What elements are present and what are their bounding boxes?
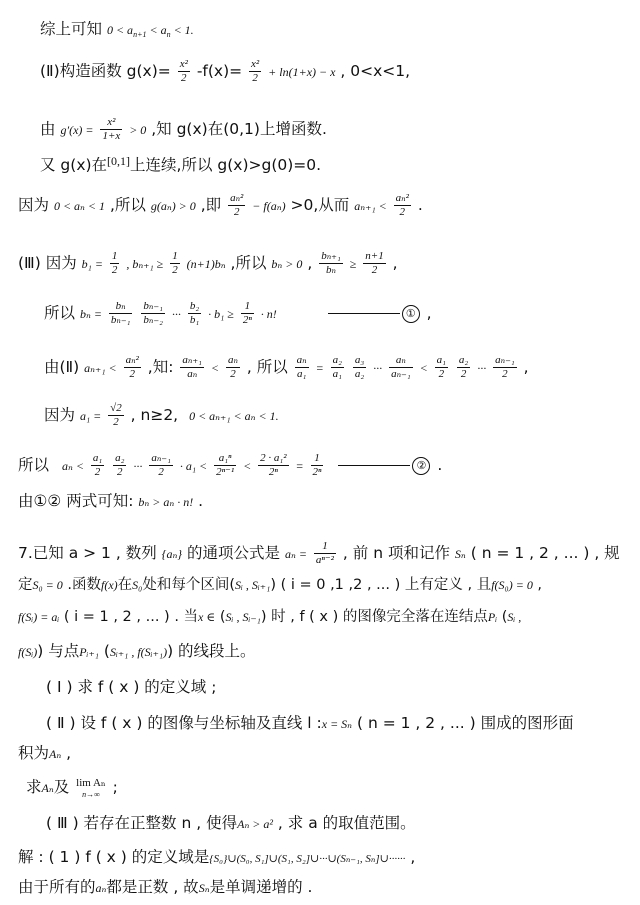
fraction: $\frac{\text{bₙ₋₁}}{\text{bₙ₋₂}}$ <box>143 300 163 326</box>
question-part2-cont <box>18 742 71 765</box>
fraction: $\frac{1}{2}$ <box>172 250 178 276</box>
fraction: $\frac{\text{a₁}}{2}$ <box>436 354 446 380</box>
math: ··· <box>373 361 383 375</box>
math: (n+1)bₙ <box>186 257 226 271</box>
math: bₙ > 0 <box>271 257 303 271</box>
text: 由于所有的 <box>18 878 96 896</box>
math: S₀ <box>132 578 143 592</box>
line-therefore-an <box>18 452 442 479</box>
fraction: $\frac{\text{a₁}}{2}$ <box>92 452 103 478</box>
math: Sₙ <box>198 881 210 895</box>
text: (Ⅱ)构造函数 g(x)= <box>40 62 171 80</box>
line-combined <box>18 490 203 513</box>
fraction: $\frac{1}{\text{2ⁿ}}$ <box>312 452 322 478</box>
text: . <box>198 492 204 510</box>
math: Sₙ <box>454 547 466 561</box>
math: 0 < aₙ₊₁ < aₙ < 1. <box>189 409 279 423</box>
text: ( Ⅰ ) 求 f ( x ) 的定义域 ; <box>46 678 217 696</box>
line-derivative <box>40 116 327 143</box>
math: f(Sᵢ) <box>18 645 38 659</box>
line-from-part2 <box>44 354 529 381</box>
math: + ln(1+x) − x <box>268 65 336 79</box>
math: < <box>243 459 252 473</box>
question-part2 <box>46 712 574 735</box>
text: , 前 n 项和记作 <box>342 544 450 562</box>
question-part3 <box>46 812 416 835</box>
text: . <box>417 196 423 214</box>
fraction: $\frac{1}{\text{2ⁿ}}$ <box>242 300 252 326</box>
line-part3-because <box>18 250 398 277</box>
text: , <box>523 358 529 376</box>
fraction: $\frac{\text{a₂}}{2}$ <box>458 354 469 380</box>
text: ( Ⅱ ) 设 f ( x ) 的图像与坐标轴及直线 l : <box>46 714 322 732</box>
text: 及 <box>53 778 70 796</box>
text: , n≥2, <box>130 406 179 424</box>
fraction: $\frac{\text{a₂}}{\text{a₁}}$ <box>332 354 342 380</box>
fraction: $\frac{\text{a₂}}{2}$ <box>115 452 125 478</box>
math: S₀ = 0 <box>32 578 63 592</box>
text: ,所以 <box>109 196 146 214</box>
text: ) 与点 <box>37 642 80 660</box>
text: 积为 <box>18 744 50 762</box>
fraction: $\frac{\text{aₙ}}{2}$ <box>227 354 238 380</box>
text: 是单调递增的 . <box>209 878 313 896</box>
math: aₙ <box>95 881 107 895</box>
fraction: $\frac{\text{x²}}{2}$ <box>179 58 188 84</box>
fraction: $\frac{n+1}{2}$ <box>365 250 384 276</box>
math: = <box>295 459 304 473</box>
text: 解 : ( 1 ) f ( x ) 的定义域是 <box>18 848 210 866</box>
text: 处和每个区间( <box>142 577 235 593</box>
text: ( <box>497 609 508 625</box>
fraction: $\frac{\text{aₙ}}{\text{a₁}}$ <box>296 354 307 380</box>
text: ( Ⅲ ) 若存在正整数 n , 使得 <box>46 814 238 832</box>
math: Pᵢ <box>487 610 498 624</box>
text: .函数 <box>62 577 101 593</box>
math: f(S₀) = 0 <box>491 578 533 592</box>
text: 在 <box>117 577 133 593</box>
line-continuous <box>40 150 321 176</box>
math: aₙ = <box>285 547 307 561</box>
text: 7.已知 a > 1 , 数列 <box>18 544 157 562</box>
solution-part1 <box>18 846 415 870</box>
circled-number-1: ① <box>402 305 420 323</box>
math: ≥ <box>349 257 357 271</box>
text: 由(Ⅱ) <box>44 358 80 376</box>
math: Sᵢ₊₁ , f(Sᵢ₊₁) <box>109 645 168 659</box>
fraction: $\frac{\text{aₙ₋₁}}{2}$ <box>151 452 171 478</box>
fraction: $\frac{\text{aₙ₋₁}}{2}$ <box>495 354 515 380</box>
math: {aₙ} <box>161 547 183 561</box>
text: . <box>437 456 443 474</box>
underline-rule <box>328 313 400 314</box>
text: , 所以 <box>246 358 288 376</box>
text: ) ( i = 0 ,1 ,2 , ... ) 上有定义 , 且 <box>270 577 492 593</box>
text: ; <box>112 778 118 796</box>
text: 求 <box>26 778 42 796</box>
text: 由①② 两式可知: <box>18 492 134 510</box>
math: bₙ > aₙ · n! <box>138 495 194 509</box>
math: g′(x) = <box>60 123 94 137</box>
text: 所以 <box>44 304 76 322</box>
math: Pᵢ₊₁ <box>79 645 99 659</box>
text: , 求 a 的取值范围。 <box>273 814 416 832</box>
fraction: $\frac{\text{aₙ²}}{2}$ <box>230 192 244 218</box>
line-bn-product <box>44 300 432 327</box>
math: bₙ = <box>79 307 102 321</box>
text: ,所以 <box>230 254 267 272</box>
problem-7-statement-2 <box>18 574 542 596</box>
text: 的通项公式是 <box>187 544 281 562</box>
fraction: $\frac{\text{2 · a₁²}}{\text{2ⁿ}}$ <box>260 452 287 478</box>
fraction: $\frac{1}{2}$ <box>111 250 118 276</box>
math: ··· <box>171 307 181 321</box>
text: 上连续,所以 g(x)>g(0)=0. <box>130 156 322 174</box>
text: , <box>532 577 543 593</box>
math: x = Sₙ <box>321 717 353 731</box>
text: 因为 <box>18 196 50 214</box>
math: · n! <box>260 307 277 321</box>
fraction: $\frac{1}{\text{aⁿ⁻²}}$ <box>315 540 334 566</box>
problem-7-statement-4 <box>18 640 256 663</box>
solution-monotonic <box>18 876 312 899</box>
fraction: $\frac{\text{a₁ⁿ}}{\text{2ⁿ⁻¹}}$ <box>216 452 235 478</box>
fraction: $\frac{\text{aₙ²}}{2}$ <box>125 354 139 380</box>
question-part2-ask <box>26 776 118 799</box>
text: ,即 <box>200 196 222 214</box>
text: ) 时 , f ( x ) 的图像完全落在连结点 <box>260 609 488 625</box>
math: < <box>210 361 220 375</box>
math: ··· <box>133 459 143 473</box>
text: ( n = 1 , 2 , ... ) 围成的图形面 <box>352 714 574 732</box>
text: 综上可知 <box>40 20 103 38</box>
math: · b₁ ≥ <box>208 307 234 321</box>
fraction: $\frac{\text{x²}}{2}$ <box>251 58 260 84</box>
text: ) 的线段上。 <box>167 642 256 660</box>
limit-expression: lim Aₙ n→∞ <box>76 776 106 799</box>
math: ··· <box>477 361 487 375</box>
text: 因为 <box>44 406 76 424</box>
math: {S₀}∪(S₀, S₁]∪(S₁, S₂]∪···∪(Sₙ₋₁, Sₙ]∪······ <box>209 853 406 865</box>
math: − f(aₙ) <box>252 199 286 213</box>
text: , <box>307 254 313 272</box>
problem-7-statement-3 <box>18 606 521 628</box>
fraction: $\frac{\text{a₃}}{\text{a₂}}$ <box>354 354 365 380</box>
fraction: $\frac{\text{aₙ}}{\text{aₙ₋₁}}$ <box>391 354 411 380</box>
text: , <box>405 848 416 866</box>
fraction: $\frac{\text{aₙ₊₁}}{\text{aₙ}}$ <box>182 354 202 380</box>
math: f(x) <box>101 578 118 592</box>
text: >0,从而 <box>290 196 350 214</box>
math: g(aₙ) > 0 <box>150 199 196 213</box>
text: 所以 <box>18 456 50 474</box>
math: > 0 <box>129 123 147 137</box>
math: Sᵢ , <box>507 610 522 624</box>
math: = <box>315 361 324 375</box>
math: 0 < aₙ < 1 <box>53 199 106 213</box>
math: < <box>419 361 428 375</box>
math: x ∈ <box>198 610 216 624</box>
math: Sᵢ , Sᵢ₊₁ <box>235 578 271 592</box>
text: 定 <box>18 577 33 593</box>
text: , <box>392 254 398 272</box>
fraction: $\frac{\text{bₙ₊₁}}{\text{bₙ}}$ <box>321 250 341 276</box>
fraction: $\frac{\text{x²}}{1+x}$ <box>102 116 121 142</box>
problem-7-statement-1 <box>18 540 620 567</box>
text: ( n = 1 , 2 , ... ) , 规 <box>470 544 620 562</box>
question-part1 <box>46 676 216 698</box>
text: , <box>61 744 72 762</box>
text: (Ⅲ) 因为 <box>18 254 77 272</box>
line-because-a1 <box>44 402 279 429</box>
math: aₙ₊₁ < <box>84 361 117 375</box>
math: aₙ < <box>61 459 84 473</box>
fraction: $\frac{\text{b₂}}{\text{b₁}}$ <box>189 300 200 326</box>
math: Aₙ > a² <box>237 817 273 831</box>
math: aₙ₊₁ < <box>354 199 387 213</box>
text: -f(x)= <box>196 62 248 80</box>
line-because-1 <box>18 192 423 219</box>
text: ( <box>98 642 110 660</box>
math: [0,1] <box>107 154 131 168</box>
math: , bₙ₊₁ ≥ <box>126 257 164 271</box>
math: Aₙ <box>49 747 62 761</box>
math: · a₁ < <box>179 459 208 473</box>
math: a₁ = <box>79 409 102 423</box>
fraction: $\frac{\text{aₙ²}}{2}$ <box>395 192 409 218</box>
math: $0 < a_{n+1} < a_n < 1$. <box>106 23 194 39</box>
text: ,知: <box>147 358 174 376</box>
underline-rule <box>338 465 410 466</box>
text: ( i = 1 , 2 , ... ) . 当 <box>59 609 199 625</box>
fraction: $\frac{√2}{2}$ <box>110 402 122 428</box>
math: b₁ = <box>81 257 103 271</box>
math: Sᵢ , Sᵢ₋₁ <box>225 610 261 624</box>
text: 又 g(x)在 <box>40 156 108 174</box>
text: 都是正数 , 故 <box>106 878 199 896</box>
line-part2-construct <box>40 58 410 85</box>
line-conclusion-1 <box>40 18 194 46</box>
math: Aₙ <box>41 781 54 795</box>
text: , 0<x<1, <box>340 62 411 80</box>
text: , <box>426 304 432 322</box>
text: 由 <box>40 120 56 138</box>
text: ( <box>215 609 226 625</box>
fraction: $\frac{\text{bₙ}}{\text{bₙ₋₁}}$ <box>110 300 131 326</box>
text: ,知 g(x)在(0,1)上增函数. <box>151 120 327 138</box>
math: f(Sᵢ) = aᵢ <box>18 610 60 624</box>
circled-number-2: ② <box>412 457 430 475</box>
